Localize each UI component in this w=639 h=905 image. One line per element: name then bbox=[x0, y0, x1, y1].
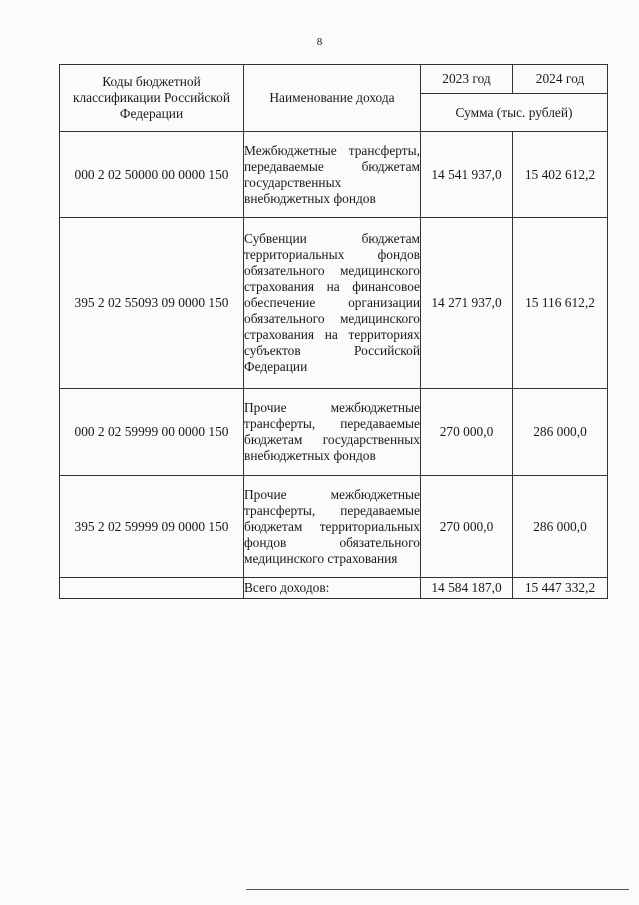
total-2024: 15 447 332,2 bbox=[513, 578, 608, 599]
revenue-name: Межбюджетные трансферты, передаваемые бюджетам государственных внебюджетных фондов bbox=[244, 132, 421, 218]
revenue-table bbox=[59, 64, 608, 599]
amount-2024: 286 000,0 bbox=[513, 476, 608, 578]
revenue-name: Субвенции бюджетам территориальных фондов обязательного медицинского страхования на финансовое обеспечение организации обязательного медицинского страхования на территориях субъектов Российской Федерации bbox=[244, 218, 421, 389]
header-row-years bbox=[60, 65, 608, 94]
amount-2023: 270 000,0 bbox=[421, 389, 513, 476]
revenue-name: Прочие межбюджетные трансферты, передаваемые бюджетам государственных внебюджетных фондов bbox=[244, 389, 421, 476]
table-row bbox=[60, 132, 608, 218]
budget-code: 000 2 02 59999 00 0000 150 bbox=[60, 389, 244, 476]
table-row bbox=[60, 476, 608, 578]
total-label: Всего доходов: bbox=[244, 578, 421, 599]
table-row bbox=[60, 389, 608, 476]
amount-2023: 270 000,0 bbox=[421, 476, 513, 578]
total-empty-cell bbox=[60, 578, 244, 599]
header-sum: Сумма (тыс. рублей) bbox=[421, 94, 608, 132]
total-row bbox=[60, 578, 608, 599]
table-row bbox=[60, 218, 608, 389]
amount-2024: 286 000,0 bbox=[513, 389, 608, 476]
budget-code: 000 2 02 50000 00 0000 150 bbox=[60, 132, 244, 218]
amount-2023: 14 541 937,0 bbox=[421, 132, 513, 218]
page-number: 8 bbox=[316, 36, 323, 48]
header-year-2023: 2023 год bbox=[421, 65, 513, 94]
budget-code: 395 2 02 59999 09 0000 150 bbox=[60, 476, 244, 578]
amount-2024: 15 116 612,2 bbox=[513, 218, 608, 389]
scan-bottom-line bbox=[246, 889, 629, 890]
header-codes: Коды бюджетной классификации Российской Федерации bbox=[60, 65, 244, 132]
amount-2024: 15 402 612,2 bbox=[513, 132, 608, 218]
header-year-2024: 2024 год bbox=[513, 65, 608, 94]
header-name: Наименование дохода bbox=[244, 65, 421, 132]
budget-code: 395 2 02 55093 09 0000 150 bbox=[60, 218, 244, 389]
revenue-name: Прочие межбюджетные трансферты, передаваемые бюджетам территориальных фондов обязательного медицинского страхования bbox=[244, 476, 421, 578]
amount-2023: 14 271 937,0 bbox=[421, 218, 513, 389]
total-2023: 14 584 187,0 bbox=[421, 578, 513, 599]
